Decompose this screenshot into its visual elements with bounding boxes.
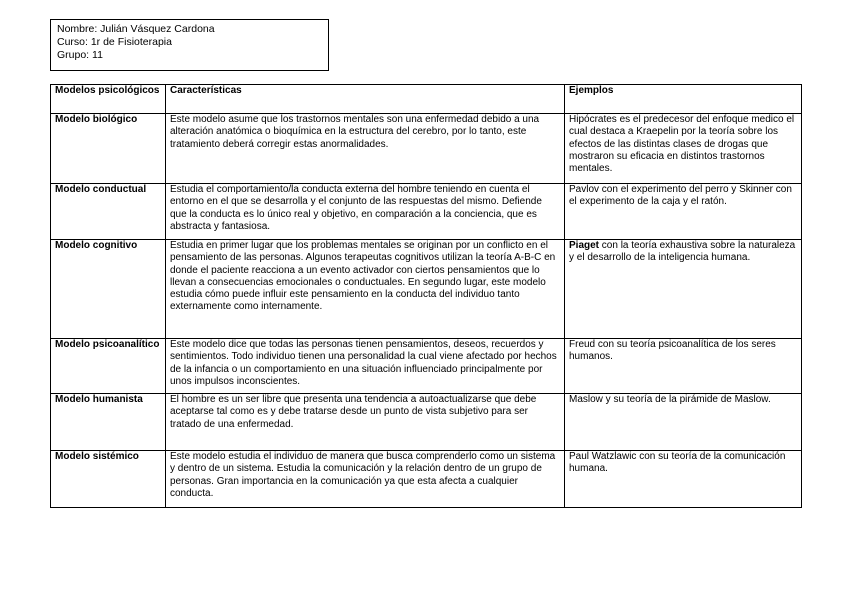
student-info-box xyxy=(50,19,329,71)
psychological-models-table xyxy=(50,84,802,508)
header-models: Modelos psicológicos xyxy=(51,85,166,114)
student-group: Grupo: 11 xyxy=(57,49,103,61)
table-row xyxy=(51,240,802,339)
table-header-row xyxy=(51,85,802,114)
model-name: Modelo humanista xyxy=(51,394,166,451)
model-characteristics: Este modelo asume que los trastornos mentales son una enfermedad debido a una alteración anatómica o bioquímica en la estructura del cerebro, por lo tanto, este tratamiento deberá corregir estas anormalidades. xyxy=(166,114,565,184)
model-characteristics: El hombre es un ser libre que presenta una tendencia a autoactualizarse que debe aceptarse tal como es y debe tratarse desde un punto de vista subjetivo para ser tratado de una enfermedad. xyxy=(166,394,565,451)
examples-text: Freud con su teoría psicoanalítica de los seres humanos. xyxy=(569,339,776,363)
model-name: Modelo cognitivo xyxy=(51,240,166,339)
model-characteristics: Este modelo dice que todas las personas tienen pensamientos, deseos, recuerdos y sentimientos. Todo individuo tienen una personalidad la cual viene afectado por hechos de la infancia o un comportamiento en una situación influenciado principalmente por unos impulsos inconscientes. xyxy=(166,339,565,394)
model-examples xyxy=(565,394,802,451)
examples-text: Pavlov con el experimento del perro y Skinner con el experimento de la caja y el ratón. xyxy=(569,184,792,208)
examples-highlight: Piaget xyxy=(569,240,600,251)
model-examples xyxy=(565,339,802,394)
model-examples xyxy=(565,240,802,339)
table-row xyxy=(51,451,802,508)
model-examples xyxy=(565,451,802,508)
model-name: Modelo biológico xyxy=(51,114,166,184)
model-examples xyxy=(565,114,802,184)
student-name: Nombre: Julián Vásquez Cardona xyxy=(57,23,215,35)
examples-text: Hipócrates es el predecesor del enfoque medico el cual destaca a Kraepelin por la teoría sobre los efectos de las distintas clases de drogas que mostraron su eficacia en distintos trastornos mentales. xyxy=(569,114,795,175)
model-name: Modelo conductual xyxy=(51,184,166,240)
model-examples xyxy=(565,184,802,240)
examples-text: con la teoría exhaustiva sobre la naturaleza y el desarrollo de la inteligencia humana. xyxy=(569,240,796,264)
model-characteristics: Estudia en primer lugar que los problemas mentales se originan por un conflicto en el pensamiento de las personas. Algunos terapeutas cognitivos utilizan la teoría A-B-C en donde el paciente reacciona a un evento activador con ciertos pensamientos que lo llevan a consecuencias emocionales o conductuales. En segundo lugar, este modelo estudia cómo puede influir este pensamiento en la conducta del individuo tanto externamente como internamente. xyxy=(166,240,565,339)
examples-text: Maslow y su teoría de la pirámide de Maslow. xyxy=(569,394,771,405)
model-name: Modelo sistémico xyxy=(51,451,166,508)
table-row xyxy=(51,184,802,240)
header-examples: Ejemplos xyxy=(565,85,802,114)
examples-text: Paul Watzlawic con su teoría de la comunicación humana. xyxy=(569,451,786,475)
model-name: Modelo psicoanalítico xyxy=(51,339,166,394)
table-row xyxy=(51,339,802,394)
table-row xyxy=(51,114,802,184)
header-characteristics: Características xyxy=(166,85,565,114)
table-row xyxy=(51,394,802,451)
model-characteristics: Estudia el comportamiento/la conducta externa del hombre teniendo en cuenta el entorno en el que se desarrolla y el conjunto de las respuestas del mismo. Defiende que la conducta es lo único real y objetivo, en comparación a la conciencia, que es abstracta y fantasiosa. xyxy=(166,184,565,240)
model-characteristics: Este modelo estudia el individuo de manera que busca comprenderlo como un sistema y dentro de un sistema. Estudia la comunicación y la relación dentro de un grupo de personas. Gran importancia en la comunicación ya que esta afecta a cualquier conducta. xyxy=(166,451,565,508)
student-course: Curso: 1r de Fisioterapia xyxy=(57,36,172,48)
